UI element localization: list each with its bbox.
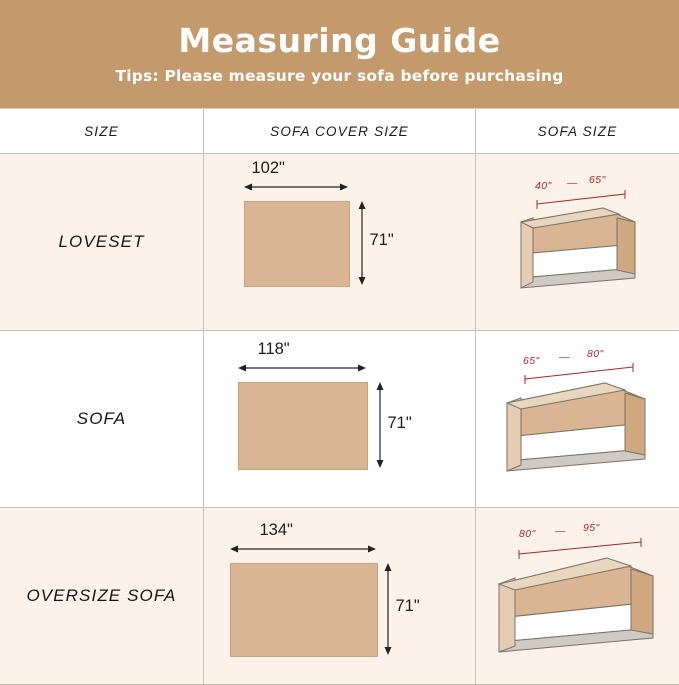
header-banner [0, 0, 679, 108]
sofa-size-cell [476, 331, 679, 507]
column-header-size [0, 109, 204, 153]
table-header-row [0, 109, 679, 154]
sofa-range-max: 95" [583, 522, 600, 534]
sofa-range-separator: — [567, 177, 578, 189]
column-header-label: SOFA SIZE [537, 123, 618, 139]
sofa-size-cell [476, 154, 679, 330]
size-name-cell [0, 508, 204, 684]
height-arrow-icon [374, 382, 386, 468]
table-row [0, 508, 679, 685]
column-header-label: SIZE [84, 123, 119, 139]
sofa-illustration [485, 174, 670, 302]
cover-diagram [220, 340, 460, 494]
height-arrow-icon [356, 201, 368, 285]
column-header-label: SOFA COVER SIZE [270, 123, 409, 139]
cover-diagram [220, 521, 460, 671]
sofa-icon [485, 359, 670, 479]
column-header-cover-size [204, 109, 476, 153]
sofa-illustration [485, 522, 670, 656]
loveseat-icon [485, 182, 670, 302]
sofa-range-max: 65" [589, 174, 606, 186]
size-table [0, 108, 679, 685]
width-arrow-icon [238, 362, 366, 374]
sofa-range-min: 80" [519, 528, 536, 540]
oversize-sofa-icon [485, 536, 670, 656]
cover-size-cell [204, 508, 476, 684]
cover-size-cell [204, 154, 476, 330]
sofa-range-separator: — [559, 351, 570, 363]
sofa-range-max: 80" [587, 348, 604, 360]
sofa-range-separator: — [555, 525, 566, 537]
table-row [0, 154, 679, 331]
page-title: Measuring Guide [178, 21, 501, 60]
width-arrow-icon [244, 181, 348, 193]
table-row [0, 331, 679, 508]
size-name-cell [0, 154, 204, 330]
size-label: SOFA [76, 409, 127, 428]
cover-rectangle [230, 563, 378, 657]
height-arrow-icon [382, 563, 394, 655]
cover-size-cell [204, 331, 476, 507]
sofa-size-cell [476, 508, 679, 684]
cover-height-label: 71" [369, 231, 394, 249]
column-header-sofa-size [476, 109, 679, 153]
cover-width-label: 102" [251, 159, 285, 177]
width-arrow-icon [230, 543, 376, 555]
sofa-range-min: 40" [535, 180, 552, 192]
size-label: OVERSIZE SOFA [26, 586, 177, 605]
cover-rectangle [238, 382, 368, 470]
cover-rectangle [244, 201, 350, 287]
cover-width-label: 118" [257, 340, 290, 358]
size-name-cell [0, 331, 204, 507]
cover-height-label: 71" [387, 414, 412, 432]
sofa-illustration [485, 348, 670, 479]
size-label: LOVESET [58, 232, 145, 251]
cover-height-label: 71" [395, 597, 420, 615]
header-subtitle: Tips: Please measure your sofa before purchasing [115, 67, 564, 86]
cover-width-label: 134" [259, 521, 293, 539]
sofa-range-min: 65" [523, 355, 540, 367]
cover-diagram [220, 159, 460, 317]
